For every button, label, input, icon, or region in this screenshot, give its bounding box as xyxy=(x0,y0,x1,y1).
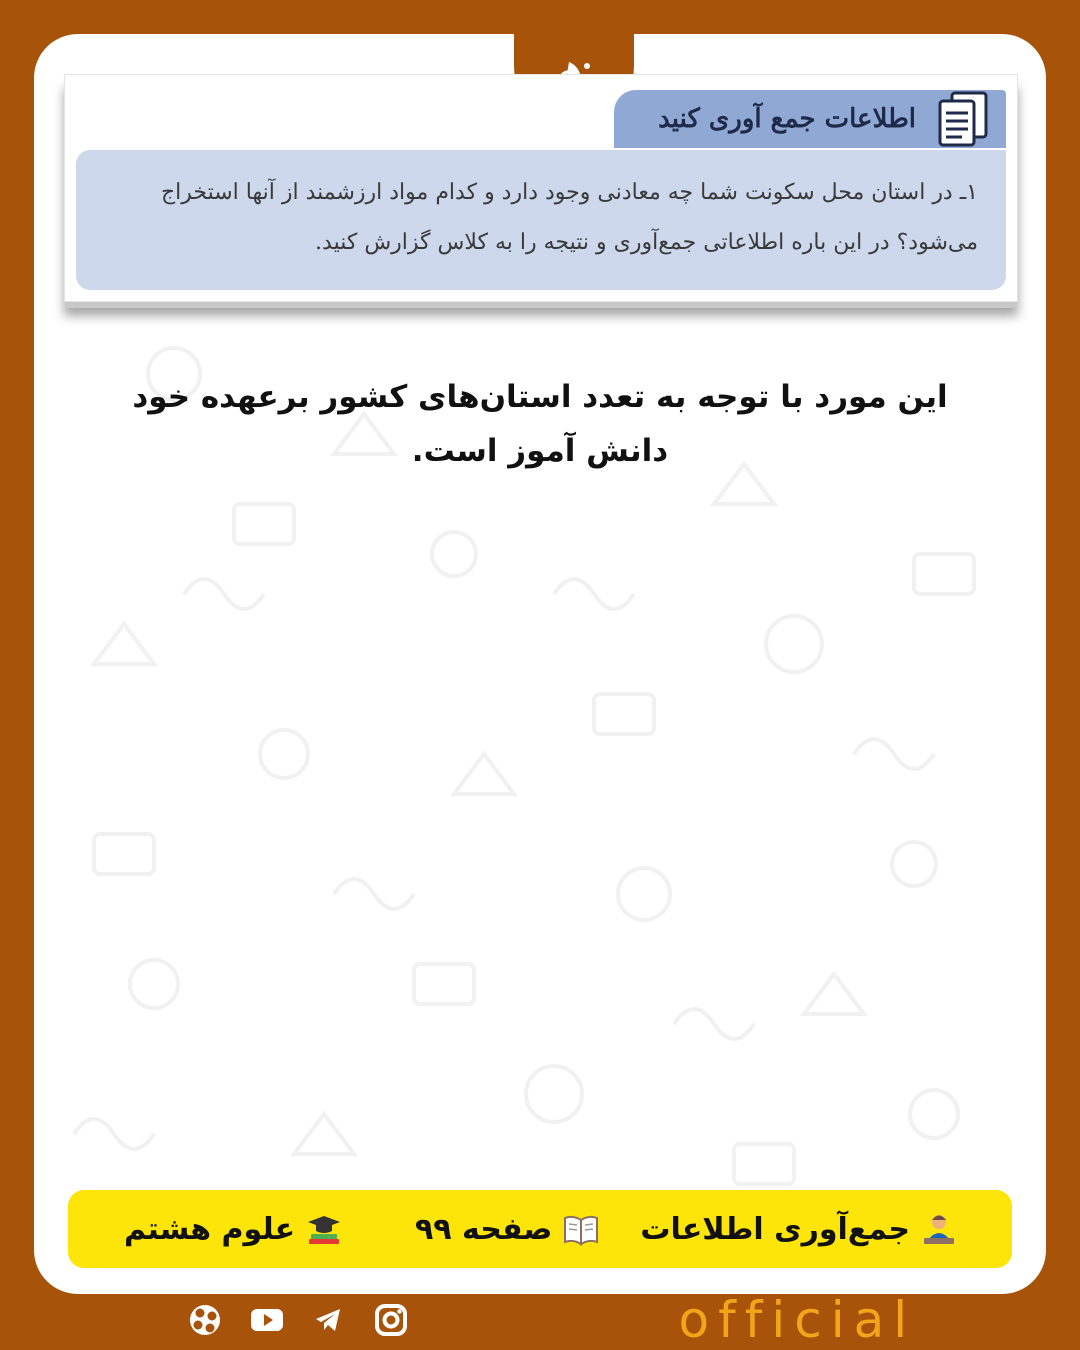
subject-label: علوم هشتم xyxy=(124,1211,296,1247)
question-line-2: می‌شود؟ در این باره اطلاعاتی جمع‌آوری و نتیجه را به کلاس گزارش کنید. xyxy=(315,230,978,255)
brand-handle[interactable] xyxy=(438,1290,916,1350)
section-heading: اطلاعات جمع آوری کنید xyxy=(658,104,916,134)
instagram-icon[interactable] xyxy=(366,1295,416,1345)
answer-line-2: دانش آموز است. xyxy=(411,433,669,469)
social-links-row xyxy=(180,1290,916,1350)
footer-info-bar xyxy=(68,1190,1012,1268)
topic-label: جمع‌آوری اطلاعات xyxy=(640,1211,910,1247)
brand-handle-part2: official xyxy=(678,1291,917,1349)
question-line-1: ۱ـ در استان محل سکونت شما چه معادنی وجود دارد و کدام مواد ارزشمند از آنها استخراج xyxy=(160,180,978,205)
brand-handle-part1: bekhun xyxy=(438,1291,679,1349)
answer-text xyxy=(80,370,1000,478)
subject-item xyxy=(124,1210,343,1248)
page-label: صفحه ۹۹ xyxy=(414,1211,553,1247)
aparat-icon[interactable] xyxy=(180,1295,230,1345)
textbook-excerpt xyxy=(64,74,1018,302)
topic-item xyxy=(640,1210,958,1248)
graduation-cap-books-icon xyxy=(305,1210,343,1248)
answer-line-1: این مورد با توجه به تعدد استان‌های کشور برعهده خود xyxy=(132,379,948,415)
page-item xyxy=(415,1210,600,1248)
open-book-icon xyxy=(562,1210,600,1248)
student-at-desk-icon xyxy=(920,1210,958,1248)
document-icon xyxy=(932,89,994,149)
section-heading-tab xyxy=(614,90,1006,148)
question-text-box xyxy=(76,150,1006,290)
youtube-icon[interactable] xyxy=(242,1295,292,1345)
telegram-icon[interactable] xyxy=(304,1295,354,1345)
